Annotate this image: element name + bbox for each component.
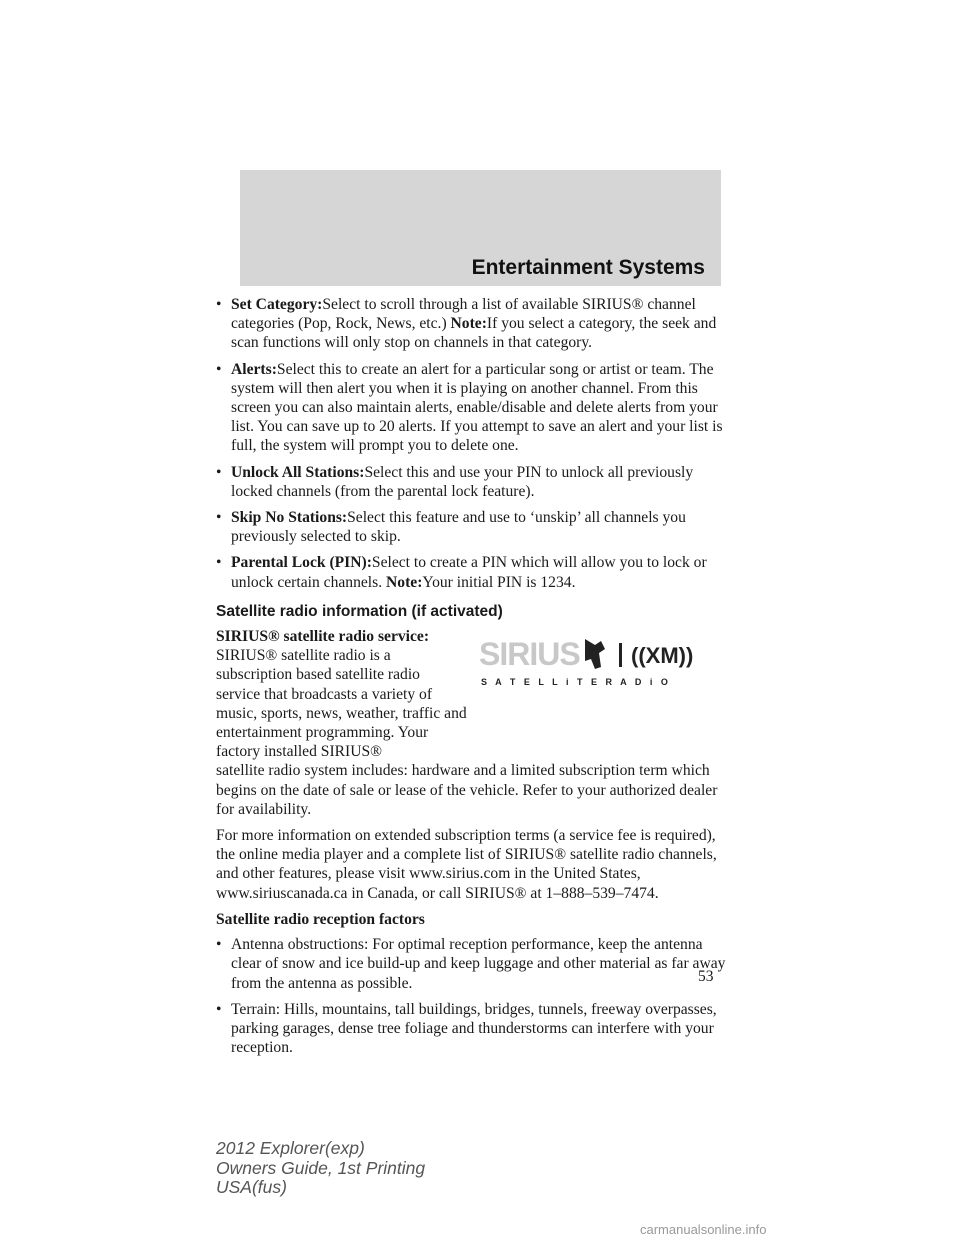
logo-brand-text: SIRIUS (479, 636, 580, 673)
footer-region: USA (216, 1177, 252, 1197)
more-info-paragraph: For more information on extended subscription terms (a service fee is required), the online media player and a complete list of SIRIUS® satellite radio channels, and other features, please visit www.sirius.com in the United States, www.siriuscanada.ca in Canada, or call SIRIUS® at 1–888–539–7474. (216, 827, 717, 902)
page-content (216, 295, 726, 1064)
note-text: If you select a category, the seek and scan functions will only stop on channels in that category. (231, 315, 717, 352)
bullet-text: Antenna obstructions: For optimal reception performance, keep the antenna clear of snow and ice build-up and keep luggage and other material as far away from the antenna as possible. (231, 936, 726, 992)
footer-model-tag: (exp) (324, 1138, 365, 1158)
bullet-text: Select to scroll through a list of available SIRIUS® channel categories (Pop, Rock, News, etc.) (231, 296, 696, 333)
bullet-dot: • (216, 296, 222, 313)
sirius-block (216, 627, 726, 819)
note-label: Note: (386, 573, 423, 591)
list-item (216, 360, 726, 456)
note-label: Note: (450, 315, 487, 333)
footer-model: 2012 Explorer (216, 1138, 325, 1158)
bullet-text: Select to create a PIN which will allow you to lock or unlock certain channels. (231, 554, 707, 591)
sirius-text-wide: satellite radio system includes: hardware and a limited subscription term which begins on the date of sale or lease of the vehicle. Refer to your authorized dealer for availability. (216, 762, 718, 818)
bullet-dot: • (216, 509, 222, 527)
list-item (216, 295, 726, 353)
bullet-term: Skip No Stations: (231, 509, 348, 527)
watermark: carmanualsonline.info (640, 1222, 767, 1237)
bullet-dot: • (216, 1000, 222, 1018)
bullet-dot: • (216, 463, 222, 481)
bullet-text: Terrain: Hills, mountains, tall buildings, bridges, tunnels, freeway overpasses, parking garages, dense tree foliage and thunderstorms can interfere with your reception. (231, 1000, 717, 1057)
section-heading: Satellite radio information (if activated) (216, 602, 503, 620)
page-number: 53 (698, 968, 714, 985)
bullet-text: Select this feature and use to ‘unskip’ all channels you previously selected to skip. (231, 509, 686, 546)
bullet-dot: • (216, 936, 222, 954)
reception-heading: Satellite radio reception factors (216, 910, 425, 928)
sirius-lead: SIRIUS® satellite radio service: (216, 628, 430, 646)
footer (216, 1139, 425, 1198)
bullet-dot: • (216, 554, 222, 572)
section-title: Entertainment Systems (471, 256, 705, 279)
bullet-term: Unlock All Stations: (231, 463, 365, 481)
bullet-term: Parental Lock (PIN): (231, 554, 372, 572)
bullet-term: Alerts: (231, 360, 277, 378)
sirius-xm-logo-icon (479, 635, 725, 689)
bullet-dot: • (216, 360, 222, 378)
list-item (216, 1000, 726, 1058)
bullet-term: Set Category: (231, 296, 323, 313)
section-header-band (240, 170, 721, 286)
list-item (216, 508, 726, 546)
logo-xm-text: ((XM)) (631, 643, 694, 669)
bullet-text: Select this and use your PIN to unlock all previously locked channels (from the parental lock feature). (231, 463, 694, 500)
sirius-text-narrow: SIRIUS® satellite radio is a subscription based satellite radio service that broadcasts a variety of music, sports, news, weather, traffic and entertainment programming. Your factory installed SIRIUS® (216, 647, 467, 761)
list-item (216, 935, 726, 993)
list-item (216, 553, 726, 591)
list-item (216, 463, 726, 501)
bullet-text: Select this to create an alert for a particular song or artist or team. The system will then alert you when it is playing on another channel. From this screen you can also maintain alerts, enable/disable and delete alerts from your list. You can save up to 20 alerts. If you attempt to save an alert and your list is full, the system will prompt you to delete one. (231, 360, 723, 455)
footer-region-tag: (fus) (251, 1177, 287, 1197)
logo-sub-text: S A T E L L i T E R A D i O (481, 677, 671, 688)
note-text: Your initial PIN is 1234. (422, 573, 576, 591)
footer-guide: Owners Guide, 1st Printing (216, 1157, 426, 1178)
